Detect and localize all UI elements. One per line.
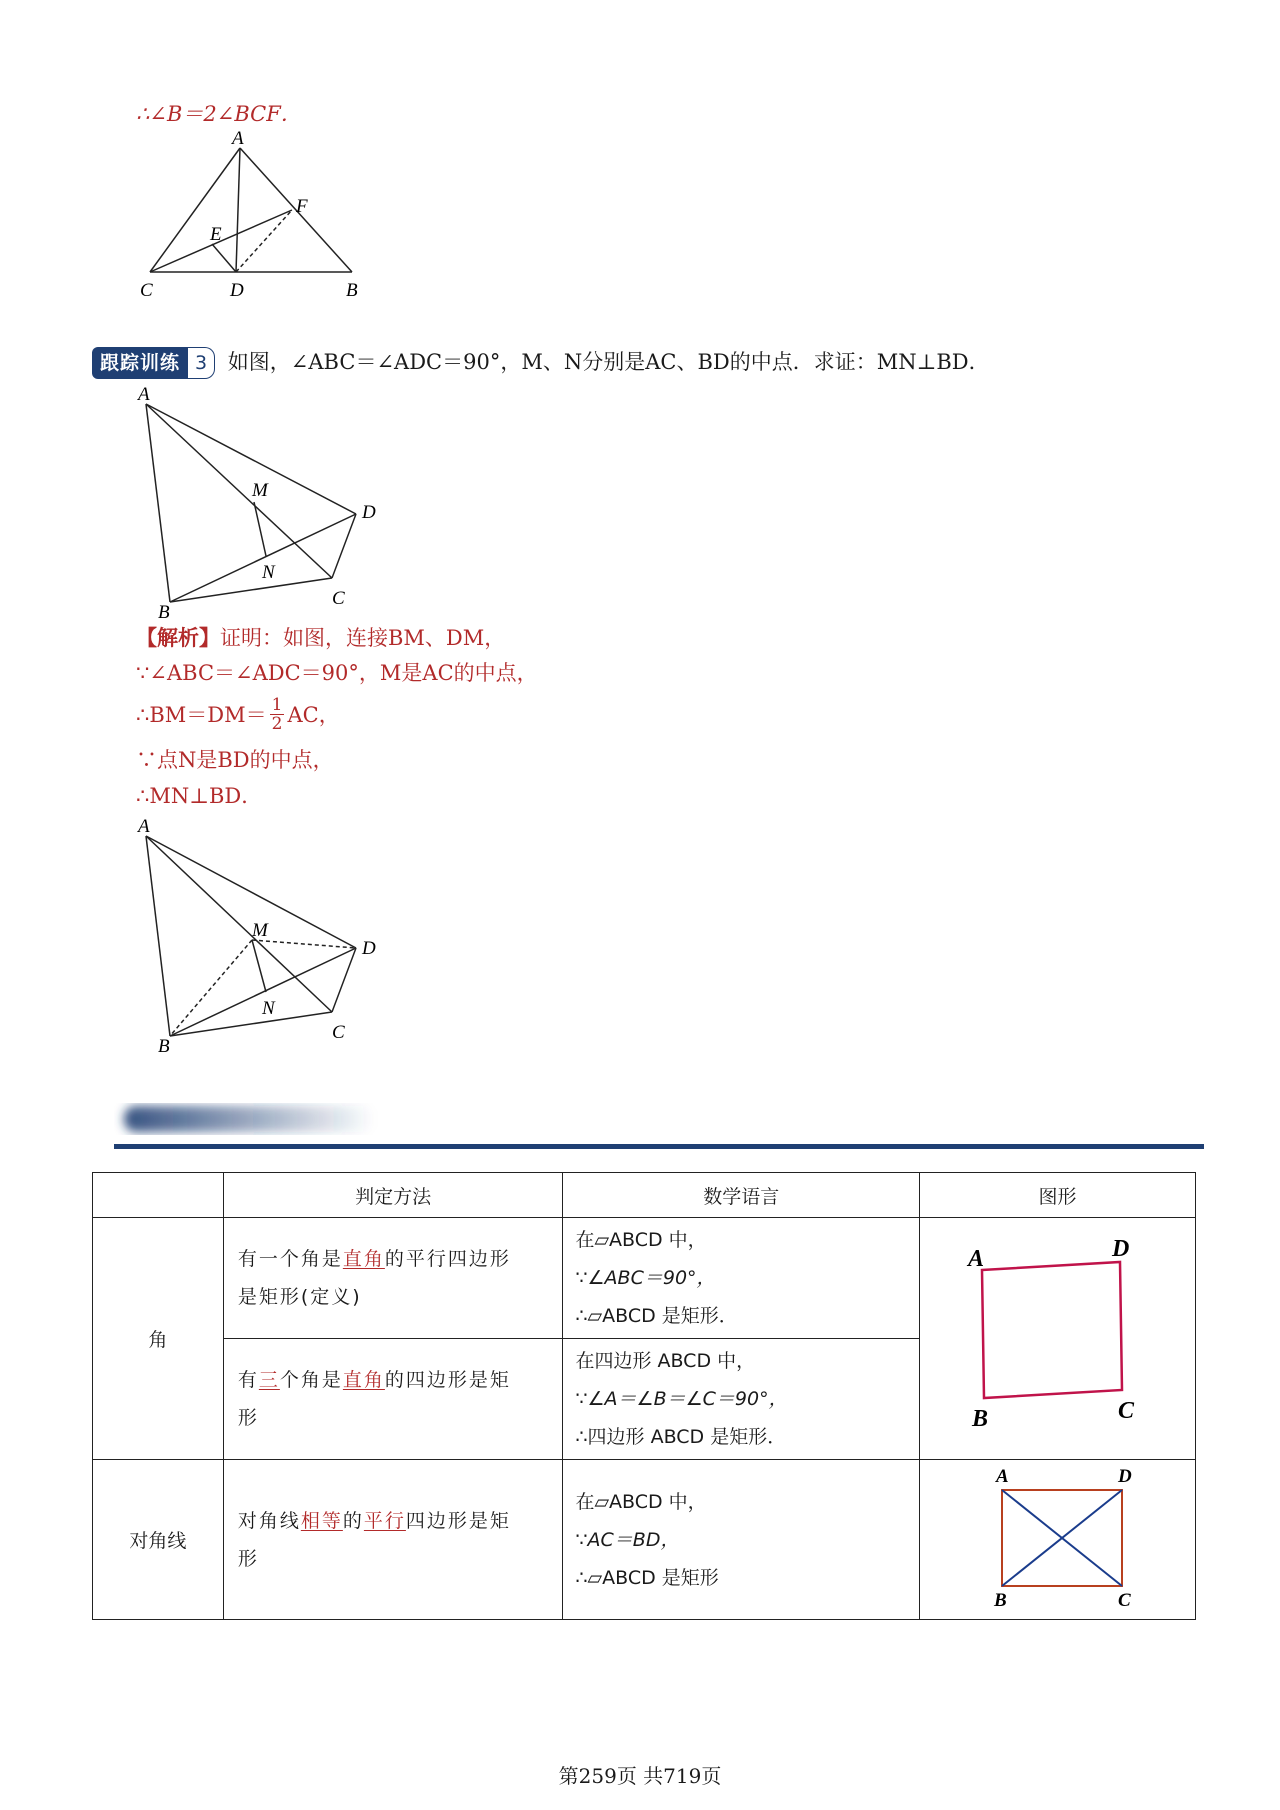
rect-label-d: D [1111,1236,1129,1262]
method1-part2: 的平行四边形 [384,1248,511,1270]
fig3-dashed-dm [252,940,356,948]
method2-part3: 的四边形是矩 [384,1369,511,1391]
section-divider [114,1144,1204,1149]
method3-part2: 的 [342,1509,364,1532]
category-diagonal: 对角线 [93,1460,224,1620]
math3-line2: ∵AC＝BD， [575,1528,680,1551]
fig3-label-b: B [158,1036,170,1057]
math1-line1: 在▱ABCD 中， [575,1229,707,1251]
fig2-label-c: C [332,588,345,609]
rect2-label-a: A [995,1466,1009,1487]
solution-line-2: ∵∠ABC＝∠ADC＝90°，M是AC的中点， [136,661,538,685]
rect2-label-b: B [993,1590,1007,1611]
solution-text-1: 证明：如图，连接BM、DM， [220,626,506,650]
fig2-label-a: A [138,384,150,405]
fig3-label-a: A [138,816,150,837]
rect-label-c: C [1117,1398,1134,1424]
math-cell-3 [563,1460,920,1620]
fig3-side-ab [146,836,170,1036]
method2-part1: 有 [237,1369,259,1391]
method2-part2: 个角是 [279,1369,343,1391]
section-heading-blur [124,1106,374,1132]
method2-keyword-2: 直角 [342,1369,385,1391]
rectangle-diagonals-figure [978,1462,1138,1612]
fig3-label-n: N [262,998,275,1019]
exercise-number: 3 [188,347,215,379]
fig2-side-ab [146,404,170,602]
rect-outline [982,1262,1122,1398]
top-conclusion: ∴∠B＝2∠BCF． [136,102,302,126]
math3-line1: 在▱ABCD 中， [575,1490,707,1513]
fig3-label-m: M [252,920,268,941]
fig1-label-d: D [230,280,244,298]
solution-text-3-post: AC， [287,702,340,727]
math1-line2: ∵∠ABC＝90°， [575,1267,716,1289]
fig2-label-b: B [158,602,170,622]
figure-cell-rect [920,1218,1196,1460]
rectangle-figure [958,1236,1158,1436]
fig3-diag-ac [146,836,332,1012]
header-category [93,1173,224,1218]
solution-text-3-pre: ∴BM＝DM＝ [136,702,267,727]
page-footer: 第259页 共719页 [558,1764,722,1788]
method2-keyword-1: 三 [258,1369,280,1391]
math3-line3: ∴▱ABCD 是矩形 [575,1566,719,1589]
table-header-row [93,1173,1196,1218]
method1-part1: 有一个角是 [237,1248,343,1270]
table-row [93,1460,1196,1620]
math-cell-2 [563,1339,920,1460]
section-heading-decoration [114,1098,1204,1152]
solution-line-3 [136,696,340,733]
fig1-line-ed [212,244,236,272]
exercise-header [92,347,990,379]
fig2-label-d: D [362,502,376,523]
method3-part4: 形 [237,1547,259,1570]
method3-part1: 对角线 [237,1509,301,1532]
triangle-figure [130,128,370,298]
solution-line-5: ∴MN⊥BD． [136,784,263,808]
method-cell-2 [223,1339,563,1460]
rect-label-a: A [967,1246,984,1272]
method1-part3: 是矩形(定义) [237,1286,362,1308]
fig1-label-e: E [210,224,222,245]
fraction-numerator: 1 [271,695,283,715]
method3-keyword-2: 平行 [363,1509,406,1532]
half-fraction [270,696,285,733]
exercise-statement: 如图，∠ABC＝∠ADC＝90°，M、N分别是AC、BD的中点．求证：MN⊥BD． [227,350,990,374]
method-cell-3 [223,1460,563,1620]
math2-line2: ∵∠A＝∠B＝∠C＝90°， [575,1388,788,1410]
quadrilateral-figure [128,382,398,622]
rectangle-criteria-table [92,1172,1196,1620]
fig1-label-a: A [232,128,244,149]
fig2-label-n: N [262,562,275,583]
fig1-label-c: C [140,280,153,298]
fig2-side-ad [146,404,356,514]
math1-line3: ∴▱ABCD 是矩形． [575,1305,738,1327]
fig3-label-c: C [332,1022,345,1043]
method3-part3: 四边形是矩 [405,1509,511,1532]
method1-keyword: 直角 [342,1248,385,1270]
fig1-side-ca [150,148,240,272]
fig1-dashed-df [236,210,292,272]
fig1-label-b: B [346,280,358,298]
fig3-label-d: D [362,938,376,959]
header-math: 数学语言 [563,1173,920,1218]
solution-figure [128,814,398,1058]
fig1-label-f: F [296,196,308,217]
solution-line-1 [136,624,505,652]
header-figure: 图形 [920,1173,1196,1218]
figure-cell-diagonals [920,1460,1196,1620]
fig3-dashed-bm [170,940,252,1036]
math-cell-1 [563,1218,920,1339]
rect-label-b: B [971,1406,988,1432]
exercise-badge: 跟踪训练 [92,347,188,379]
math2-line1: 在四边形 ABCD 中， [575,1350,756,1372]
table-row [93,1218,1196,1339]
rect2-label-d: D [1117,1466,1132,1487]
solution-tag: 【解析】 [136,626,220,650]
solution-line-4: ∵点N是BD的中点， [136,748,334,772]
header-method: 判定方法 [223,1173,563,1218]
math2-line3: ∴四边形 ABCD 是矩形． [575,1426,787,1448]
fraction-denominator: 2 [271,714,283,734]
fig2-label-m: M [252,480,268,501]
fig2-diag-ac [146,404,332,578]
rect2-label-c: C [1117,1590,1131,1611]
method2-part4: 形 [237,1407,259,1429]
method-cell-1 [223,1218,563,1339]
method3-keyword-1: 相等 [300,1509,343,1532]
fig1-altitude-ad [236,148,240,272]
fig3-side-ad [146,836,356,948]
category-angle: 角 [93,1218,224,1460]
